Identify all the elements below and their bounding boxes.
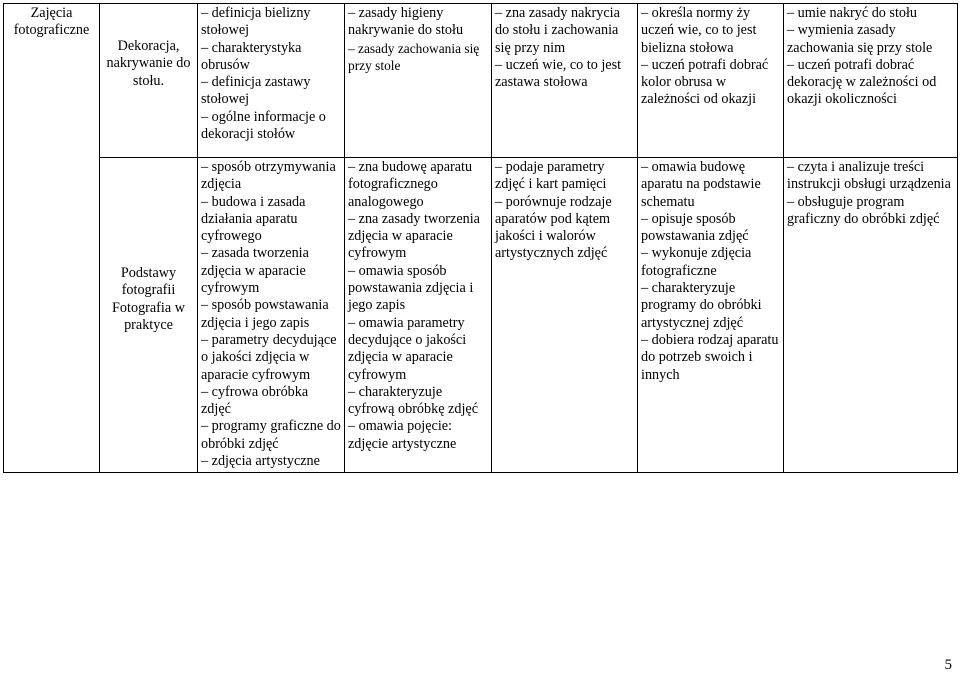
curriculum-table [3, 3, 958, 473]
list-item: – obsługuje program graficzny do obróbki zdjęć [787, 193, 940, 227]
skills-cell [638, 158, 784, 473]
extended-requirements-cell [492, 158, 638, 473]
list-item: – zna budowę aparatu fotograficznego analogowego [348, 159, 473, 210]
outcomes-cell [784, 158, 958, 473]
list-item: – budowa i zasada działania aparatu cyfrowego [201, 193, 306, 245]
content-cell [198, 4, 345, 158]
list-item: – omawia pojęcie: zdjęcie artystyczne [348, 418, 457, 452]
list-item: – parametry decydujące o jakości zdjęcia w aparacie cyfrowym [201, 331, 337, 383]
list-item: – wykonuje zdjęcia fotograficzne [641, 245, 752, 279]
subject-label: Zajęcia fotograficzne [13, 5, 90, 39]
table-row [4, 4, 958, 158]
topic-label: Podstawy fotografii Fotografia w praktyce [112, 265, 185, 333]
topic-cell [100, 158, 198, 473]
skills-cell [638, 4, 784, 158]
content-cell [198, 158, 345, 473]
list-item: – umie nakryć do stołu [787, 5, 918, 21]
list-item: – podaje parametry zdjęć i kart pamięci [495, 159, 607, 193]
list-item: – określa normy ży uczeń wie, co to jest bielizna stołowa [641, 5, 757, 56]
list-item: – uczeń potrafi dobrać dekorację w zależności od okazji okoliczności [787, 56, 937, 108]
list-item: – omawia sposób powstawania zdjęcia i jego zapis [348, 262, 474, 314]
topic-label: Dekoracja, nakrywanie do stołu. [106, 38, 191, 89]
list-item: – definicja zastawy stołowej [201, 74, 311, 108]
topic-cell [100, 4, 198, 158]
list-item: – sposób otrzymywania zdjęcia [201, 159, 336, 193]
list-item: – zna zasady nakrycia do stołu i zachowania się przy nim [495, 5, 620, 56]
page-number: 5 [944, 657, 952, 673]
list-item: – definicja bielizny stołowej [201, 5, 311, 39]
list-item: – czyta i analizuje treści instrukcji obsługi urządzenia [787, 159, 951, 193]
list-item: – zasada tworzenia zdjęcia w aparacie cyfrowym [201, 245, 309, 297]
basic-requirements-cell [345, 158, 492, 473]
list-item: – zasady zachowania się przy stole [348, 40, 480, 73]
list-item: – uczeń wie, co to jest zastawa stołowa [495, 56, 622, 91]
extended-requirements-cell [492, 4, 638, 158]
list-item: – zna zasady tworzenia zdjęcia w aparacie cyfrowym [348, 210, 480, 262]
list-item: – cyfrowa obróbka zdjęć [201, 383, 309, 418]
list-item: – zdjęcia artystyczne [201, 453, 320, 470]
list-item: – charakteryzuje programy do obróbki artystycznej zdjęć [641, 280, 762, 331]
subject-cell [4, 4, 100, 473]
list-item: – sposób powstawania zdjęcia i jego zapis [201, 297, 329, 331]
basic-requirements-cell [345, 4, 492, 158]
list-item: – porównuje rodzaje aparatów pod kątem jakości i walorów artystycznych zdjęć [495, 193, 612, 262]
list-item: – uczeń potrafi dobrać kolor obrusa w zależności od okazji [641, 56, 769, 108]
list-item: – dobiera rodzaj aparatu do potrzeb swoich i innych [641, 331, 779, 383]
list-item: – wymienia zasady zachowania się przy stole [787, 22, 933, 56]
list-item: – ogólne informacje o dekoracji stołów [201, 108, 326, 143]
list-item: – zasady higieny nakrywanie do stołu [348, 5, 464, 39]
list-item: – charakterystyka obrusów [201, 39, 302, 73]
table-row [4, 158, 958, 473]
list-item: – charakteryzuje cyfrową obróbkę zdjęć [348, 383, 478, 418]
outcomes-cell [784, 4, 958, 158]
list-item: – omawia parametry decydujące o jakości zdjęcia w aparacie cyfrowym [348, 314, 467, 383]
list-item: – programy graficzne do obróbki zdjęć [201, 418, 341, 452]
list-item: – omawia budowę aparatu na podstawie schematu [641, 159, 761, 210]
list-item: – opisuje sposób powstawania zdjęć [641, 210, 749, 245]
